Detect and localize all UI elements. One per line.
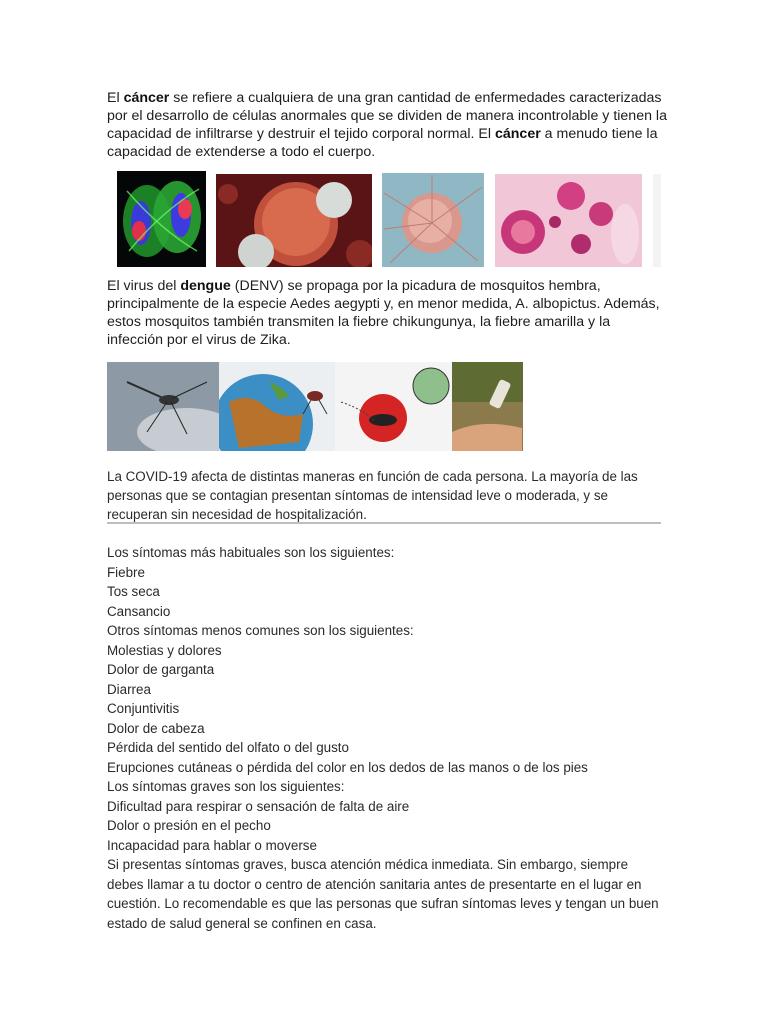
cancer-definition: se refiere a cualquiera de una gran cantidad de enfermedades caracterizadas por el desarrollo de células anormales que se dividen de manera incontrolable y tienen la capacidad de infiltrarse y destruir el tejido corporal normal. El: [107, 90, 667, 142]
cancer-prefix: El: [107, 90, 124, 106]
dengue-term: dengue: [180, 278, 231, 294]
dengue-prefix: El virus del: [107, 278, 181, 294]
dengue-description: (DENV) se propaga por la picadura de mosquitos hembra, principalmente de la especie Aedes aegypti y, en menor medida, A. albopictus. Además, estos mosquitos también transmiten la fiebre chikungunya, la fiebre amarilla y la infección por el virus de Zika.: [107, 278, 660, 348]
closing-paragraph: Si presentas síntomas graves, busca atención médica inmediata. Sin embargo, siempre debes llamar a tu doctor o centro de atención sanitaria antes de presentarte en el lugar en cuestión. Lo recomendable es que las personas que sufran síntomas leves y tengan un buen estado de salud general se confinen en casa.: [107, 857, 659, 931]
cancer-suffix: a menudo tiene la capacidad de extenderse a todo el cuerpo.: [107, 126, 658, 160]
image-edge-strip: [653, 174, 661, 267]
symptoms-section: [107, 543, 667, 933]
mosquito-photo: [107, 362, 219, 451]
dengue-paragraph: [107, 277, 667, 349]
list-item: Erupciones cutáneas o pérdida del color en los dedos de las manos o de los pies: [107, 759, 588, 775]
dividing-cell-photo: [117, 171, 206, 267]
list-item: Fiebre: [107, 564, 145, 580]
list-item: Dolor de garganta: [107, 662, 215, 677]
list-item: Conjuntivitis: [107, 701, 180, 716]
list-item: Incapacidad para hablar o moverse: [107, 837, 317, 853]
less-common-symptoms-heading: Otros síntomas menos comunes son los siguientes:: [107, 623, 414, 638]
list-item: Cansancio: [107, 603, 171, 619]
cancer-paragraph: [107, 89, 667, 161]
covid-paragraph: La COVID-19 afecta de distintas maneras en función de cada persona. La mayoría de las personas que se contagian presentan síntomas de intensidad leve o moderada, y se recuperan sin necesidad de hospitalización.: [107, 469, 638, 522]
section-divider: [107, 522, 661, 524]
globe-mosquito-illustration: [219, 362, 335, 451]
common-symptoms-heading: Los síntomas más habituales son los siguientes:: [107, 545, 395, 560]
list-item: Dolor o presión en el pecho: [107, 818, 271, 833]
list-item: Diarrea: [107, 681, 151, 697]
cancer-term: cáncer: [494, 126, 541, 142]
list-item: Dificultad para respirar o sensación de falta de aire: [107, 798, 410, 814]
list-item: Pérdida del sentido del olfato o del gusto: [107, 740, 349, 755]
list-item: Dolor de cabeza: [107, 720, 205, 736]
tumor-cell-photo: [216, 174, 372, 267]
tissue-micrograph-photo: [495, 174, 642, 267]
list-item: Tos seca: [107, 584, 160, 599]
repellent-spray-photo: [452, 362, 523, 451]
mosquito-virus-illustration: [335, 362, 452, 451]
severe-symptoms-heading: Los síntomas graves son los siguientes:: [107, 779, 345, 794]
cancer-cell-photo: [382, 173, 484, 267]
cancer-term: cáncer: [123, 90, 170, 106]
list-item: Molestias y dolores: [107, 642, 222, 658]
